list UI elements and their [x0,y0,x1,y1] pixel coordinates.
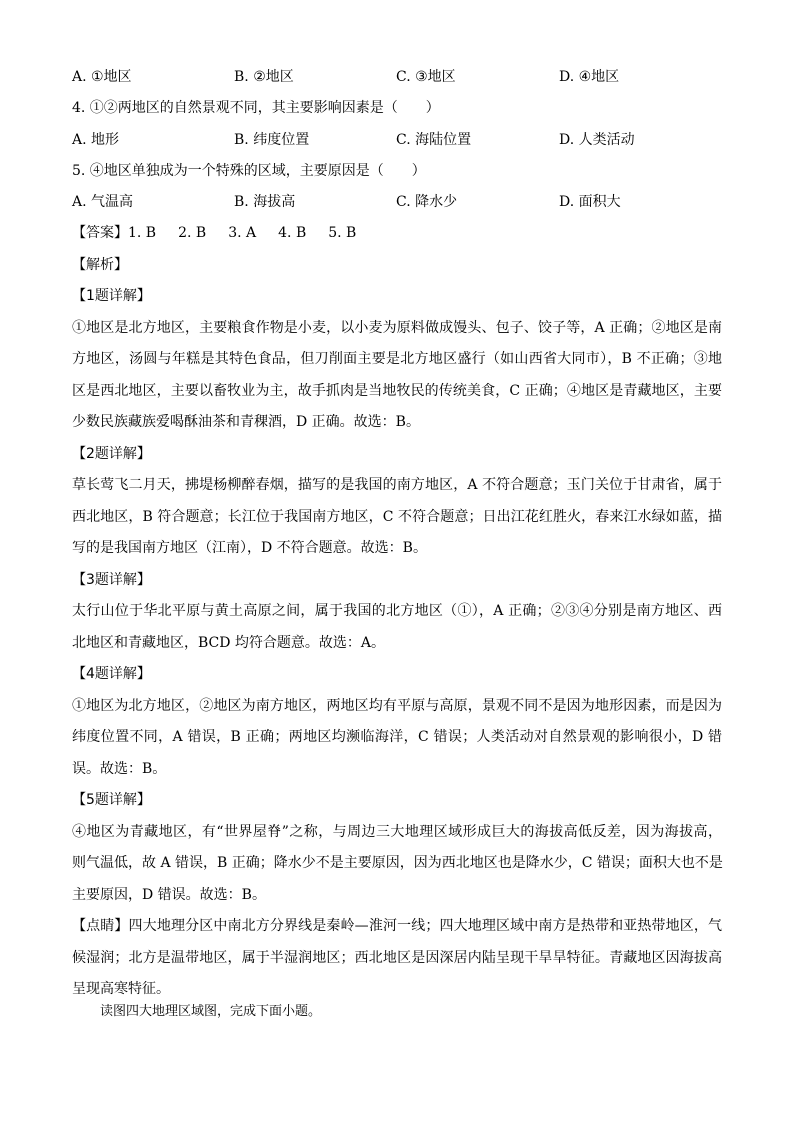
dianjing-line [72,911,722,943]
detail-1-line: 区是西北地区，主要以畜牧业为主，故手抓肉是当地牧民的传统美食，C 正确；④地区是青藏地区，主要 [72,382,722,399]
detail-3-line: 北地区和青藏地区，BCD 均符合题意。故选：A。 [72,634,386,651]
detail-5-line: 则气温低，故 A 错误，B 正确；降水少不是主要原因，因为西北地区也是降水少，C 错误；面积大也不是 [72,855,723,871]
answer-item: 1. B [128,225,157,241]
detail-1-line: ①地区是北方地区，主要粮食作物是小麦，以小麦为原料做成馒头、包子、饺子等，A 正确；②地区是南 [72,319,722,336]
detail-3-line: 太行山位于华北平原与黄土高原之间，属于我国的北方地区（①），A 正确；②③④分别是南方地区、西 [72,603,722,619]
dianjing-label: 【点睛】 [72,918,129,934]
q3-option-c: C. ③地区 [396,69,456,85]
q5-option-d: D. 面积大 [559,194,621,210]
q4-stem: 4. ①②两地区的自然景观不同，其主要影响因素是（ ） [72,100,440,116]
q4-option-b: B. 纬度位置 [234,131,310,148]
q3-option-d: D. ④地区 [559,69,620,85]
q5-option-b: B. 海拔高 [234,194,296,210]
answer-label: 【答案】 [72,225,128,241]
q5-option-c: C. 降水少 [396,194,458,210]
detail-2-title: 【2题详解】 [72,445,151,462]
q5-option-a: A. 气温高 [72,194,134,210]
analysis-label: 【解析】 [72,256,128,273]
dianjing-line: 呈现高寒特征。 [72,981,170,997]
q4-option-c: C. 海陆位置 [396,131,472,148]
answer-item: 5. B [328,225,357,241]
detail-2-line: 草长莺飞二月天，拂堤杨柳醉春烟，描写的是我国的南方地区，A 不符合题意；玉门关位于甘肃省，属于 [72,477,722,493]
detail-4-line: 误。故选：B。 [72,760,167,777]
next-instruction: 读图四大地理区域图，完成下面小题。 [100,1004,322,1019]
detail-4-title: 【4题详解】 [72,666,151,682]
answer-item: 2. B [178,225,207,241]
document-page [72,62,722,1006]
detail-4-line: ①地区为北方地区，②地区为南方地区，两地区均有平原与高原，景观不同不是因为地形因素，而是因为 [72,697,722,714]
detail-2-line: 西北地区，B 符合题意；长江位于我国南方地区，C 不符合题意；日出江花红胜火，春来江水绿如蓝，描 [72,508,722,525]
answer-item: 4. B [278,225,307,241]
answer-item: 3. A [228,225,257,241]
q4-options [72,125,722,156]
answer-line [72,218,722,250]
detail-2-line: 写的是我国南方地区（江南），D 不符合题意。故选：B。 [72,540,427,556]
detail-1-line: 少数民族藏族爱喝酥油茶和青稞酒，D 正确。故选：B。 [72,414,420,430]
q4-option-d: D. 人类活动 [559,131,635,148]
detail-5-title: 【5题详解】 [72,792,151,808]
q3-option-a: A. ①地区 [72,69,132,85]
detail-5-line: 主要原因，D 错误。故选：B。 [72,886,266,903]
detail-5-line: ④地区为青藏地区，有“世界屋脊”之称，与周边三大地理区域形成巨大的海拔高低反差，因为海拔高， [72,823,722,840]
dianjing-text: 四大地理分区中南北方分界线是秦岭—淮河一线；四大地理区域中南方是热带和亚热带地区，气 [128,918,723,934]
detail-3-title: 【3题详解】 [72,571,151,588]
q5-stem: 5. ④地区单独成为一个特殊的区域，主要原因是（ ） [72,162,426,179]
q4-option-a: A. 地形 [72,131,120,148]
detail-4-line: 纬度位置不同，A 错误，B 正确；两地区均濒临海洋，C 错误；人类活动对自然景观的影响很小，D 错 [72,729,722,745]
q3-option-b: B. ②地区 [234,69,294,85]
q3-options [72,62,722,93]
detail-1-title: 【1题详解】 [72,288,151,304]
q5-options [72,187,722,218]
detail-1-line: 方地区，汤圆与年糕是其特色食品，但刀削面主要是北方地区盛行（如山西省大同市），B 不正确；③地 [72,351,722,367]
dianjing-line: 候湿润；北方是温带地区，属于半湿润地区；西北地区是因深居内陆呈现干旱旱特征。青藏地区因海拔高 [72,949,722,966]
